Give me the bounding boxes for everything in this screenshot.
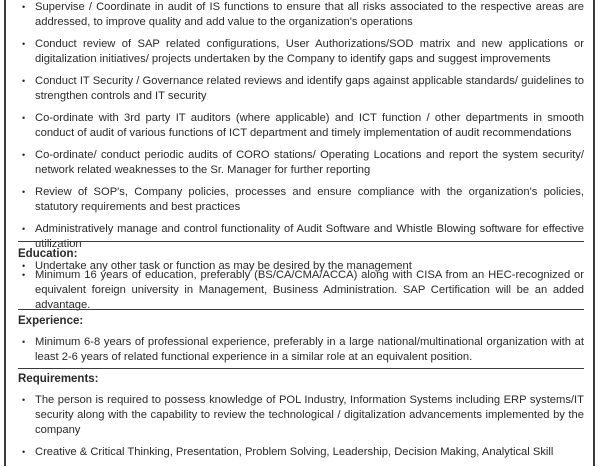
requirements-heading: Requirements: bbox=[18, 373, 99, 385]
education-heading: Education: bbox=[18, 248, 78, 260]
list-item: • Conduct review of SAP related configurations, User Authorizations/SOD matrix and new applications or digitalization initiatives/ projects undertaken by the Company to identify gaps and suggest improvements bbox=[22, 38, 584, 65]
education-list bbox=[18, 268, 584, 313]
section-divider bbox=[18, 368, 584, 369]
list-item: • Creative & Critical Thinking, Presentation, Problem Solving, Leadership, Decision Making, Analytical Skill bbox=[22, 446, 554, 458]
list-item: • The person is required to possess knowledge of POL Industry, Information Systems including ERP systems/IT security along with the capability to review the technological / digitalization advancements implemented by the company bbox=[22, 394, 584, 436]
bullet-icon: • bbox=[22, 2, 26, 12]
list-item: • Co-ordinate with 3rd party IT auditors (where applicable) and ICT function / other departments in smooth conduct of audit of various functions of ICT department and timely implementation of audit recommendations bbox=[22, 112, 584, 139]
list-item: • Undertake any other task or function as may be desired by the management bbox=[22, 260, 412, 272]
experience-heading: Experience: bbox=[18, 315, 84, 327]
responsibilities-list bbox=[18, 0, 584, 274]
bullet-icon: • bbox=[22, 76, 26, 86]
bullet-icon: • bbox=[22, 270, 26, 280]
experience-section bbox=[18, 314, 584, 372]
bullet-icon: • bbox=[22, 113, 26, 123]
list-item: • Co-ordinate/ conduct periodic audits of CORO stations/ Operating Locations and report the system security/ network related weaknesses to the Sr. Manager for further reporting bbox=[22, 149, 584, 176]
bullet-icon: • bbox=[22, 261, 26, 271]
section-divider bbox=[18, 309, 584, 310]
responsibilities-section bbox=[18, 0, 584, 281]
experience-list bbox=[18, 335, 584, 365]
list-item: • Conduct IT Security / Governance related reviews and identify gaps against applicable standards/ guidelines to strengthen controls and IT security bbox=[22, 75, 584, 102]
bullet-icon: • bbox=[22, 337, 26, 347]
bullet-icon: • bbox=[22, 39, 26, 49]
bullet-icon: • bbox=[22, 187, 26, 197]
requirements-section bbox=[18, 372, 584, 467]
list-item: • Minimum 6-8 years of professional experience, preferably in a large national/multinational organization with at least 2-6 years of related functional experience in a similar role at an equivalent position. bbox=[22, 336, 584, 363]
job-description-document bbox=[4, 0, 595, 466]
section-divider bbox=[18, 241, 584, 242]
bullet-icon: • bbox=[22, 395, 26, 405]
list-item: • Review of SOP's, Company policies, processes and ensure compliance with the organization's policies, statutory requirements and best practices bbox=[22, 186, 584, 213]
list-item: • Administratively manage and control functionality of Audit Software and Whistle Blowing software for effective utilization bbox=[22, 223, 584, 250]
list-item: • Minimum 16 years of education, preferably (BS/CA/CMA/ACCA) along with CISA from an HEC-recognized or equivalent foreign university in Management, Business Administration. SAP Certification will be an added advantage. bbox=[22, 269, 584, 311]
list-item: • Supervise / Coordinate in audit of IS functions to ensure that all risks associated to the respective areas are addressed, to improve quality and add value to the organization's operations bbox=[22, 1, 584, 28]
bullet-icon: • bbox=[22, 447, 26, 457]
bullet-icon: • bbox=[22, 150, 26, 160]
bullet-icon: • bbox=[22, 224, 26, 234]
